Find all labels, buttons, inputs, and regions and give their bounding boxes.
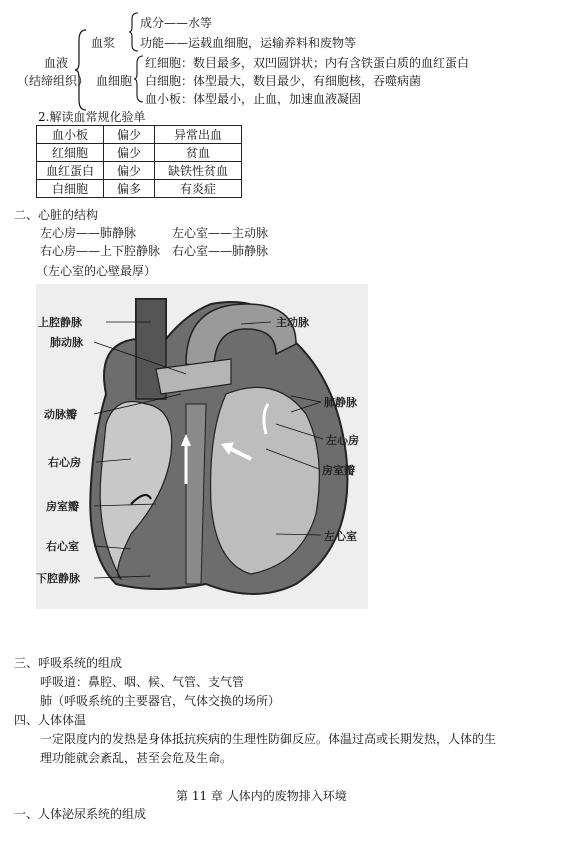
respiratory-lung: 肺（呼吸系统的主要器官，气体交换的场所） bbox=[40, 694, 281, 708]
label-lv: 左心室 bbox=[324, 530, 357, 543]
blood-note: （结缔组织） bbox=[17, 74, 90, 88]
table-cell: 异常出血 bbox=[155, 126, 242, 144]
label-ra: 右心房 bbox=[48, 456, 81, 469]
cells-brace bbox=[133, 54, 145, 104]
label-av-valve-right: 房室瓣 bbox=[46, 500, 79, 513]
label-ivc: 下腔静脉 bbox=[36, 572, 80, 585]
table-cell: 偏多 bbox=[104, 180, 155, 198]
cells-label: 血细胞 bbox=[96, 74, 133, 88]
temperature-para1: 一定限度内的发热是身体抵抗疾病的生理性防御反应。体温过高或长期发热，人体的生 bbox=[40, 732, 497, 746]
heart-diagram bbox=[36, 284, 368, 609]
label-av-valve-left: 房室瓣 bbox=[322, 464, 355, 477]
table-cell: 血小板 bbox=[37, 126, 104, 144]
table-cell: 白细胞 bbox=[37, 180, 104, 198]
plasma-brace bbox=[128, 11, 140, 53]
plasma-composition: 成分——水等 bbox=[140, 16, 213, 30]
platelet-text: 血小板：体型最小，止血，加速血液凝固 bbox=[145, 92, 362, 106]
heart-illustration bbox=[36, 284, 368, 609]
table-cell: 缺铁性贫血 bbox=[155, 162, 242, 180]
table-row bbox=[37, 126, 242, 144]
heart-line2a: 右心房——上下腔静脉 bbox=[40, 244, 161, 258]
heart-heading: 二、心脏的结构 bbox=[14, 208, 99, 222]
plasma-function: 功能——运载血细胞，运输养料和废物等 bbox=[140, 36, 357, 50]
label-pa: 肺动脉 bbox=[50, 336, 83, 349]
lab-title: 2.解读血常规化验单 bbox=[38, 110, 146, 124]
table-cell: 偏少 bbox=[104, 126, 155, 144]
label-aortic-valve: 动脉瓣 bbox=[44, 408, 77, 421]
label-pv: 肺静脉 bbox=[324, 396, 357, 409]
temperature-para2: 理功能就会紊乱，甚至会危及生命。 bbox=[40, 751, 233, 765]
heart-line1a: 左心房——肺静脉 bbox=[40, 226, 137, 240]
chapter-heading: 一、人体泌尿系统的组成 bbox=[14, 807, 147, 821]
table-cell: 血红蛋白 bbox=[37, 162, 104, 180]
heart-line1b: 左心室——主动脉 bbox=[172, 226, 269, 240]
table-cell: 偏少 bbox=[104, 162, 155, 180]
lab-table bbox=[36, 125, 242, 198]
blood-brace bbox=[74, 28, 88, 112]
rbc-text: 红细胞：数目最多，双凹圆饼状；内有含铁蛋白质的血红蛋白 bbox=[145, 56, 470, 70]
table-cell: 贫血 bbox=[155, 144, 242, 162]
table-row bbox=[37, 162, 242, 180]
heart-line2b: 右心室——肺静脉 bbox=[172, 244, 269, 258]
table-cell: 红细胞 bbox=[37, 144, 104, 162]
heart-note: （左心室的心壁最厚） bbox=[36, 264, 157, 278]
label-la: 左心房 bbox=[326, 434, 359, 447]
respiratory-heading: 三、呼吸系统的组成 bbox=[14, 656, 123, 670]
table-row bbox=[37, 180, 242, 198]
chapter-title: 第 11 章 人体内的废物排入环境 bbox=[176, 789, 347, 803]
label-svc: 上腔静脉 bbox=[38, 316, 82, 329]
blood-label: 血液 bbox=[44, 56, 69, 70]
temperature-heading: 四、人体体温 bbox=[14, 713, 87, 727]
label-aorta: 主动脉 bbox=[276, 316, 309, 329]
table-row bbox=[37, 144, 242, 162]
plasma-label: 血浆 bbox=[91, 36, 116, 50]
table-cell: 偏少 bbox=[104, 144, 155, 162]
table-cell: 有炎症 bbox=[155, 180, 242, 198]
label-rv: 右心室 bbox=[46, 540, 79, 553]
respiratory-tract: 呼吸道：鼻腔、咽、候、气管、支气管 bbox=[40, 675, 245, 689]
wbc-text: 白细胞：体型最大，数目最少，有细胞核，吞噬病菌 bbox=[145, 74, 422, 88]
